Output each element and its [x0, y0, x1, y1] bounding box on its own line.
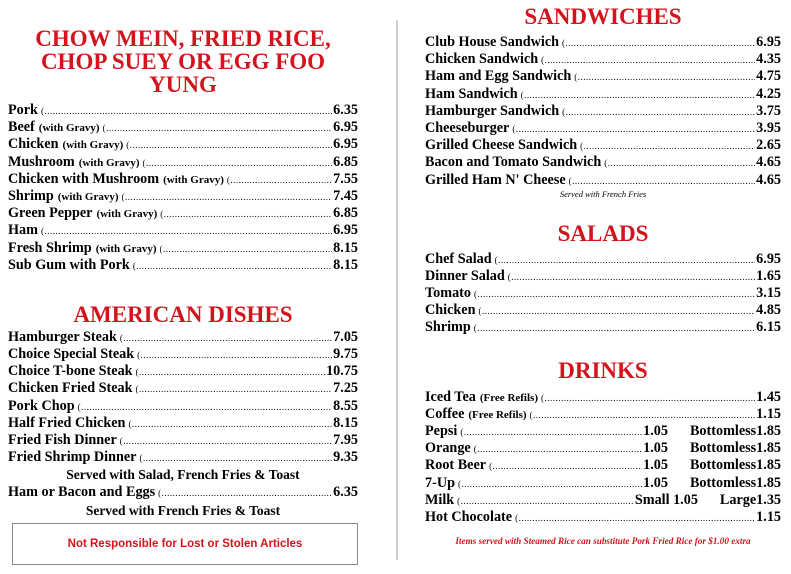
menu-item [8, 484, 358, 501]
item-name: Fried Shrimp Dinner [8, 449, 137, 466]
item-price: 4.65 [756, 154, 781, 171]
menu-item [8, 257, 358, 274]
menu-item [425, 154, 781, 171]
item-name: Green Pepper [8, 205, 93, 222]
leader-dots [562, 104, 755, 121]
item-price: 2.65 [756, 137, 781, 154]
item-note: (Free Refils) [468, 408, 527, 421]
menu-item [425, 302, 781, 319]
leader-dots [569, 173, 756, 190]
rice-substitution-note: Items served with Steamed Rice can substitute Pork Fried Rice for $1.00 extra [455, 536, 751, 546]
eggs-served-note: Served with French Fries & Toast [85, 502, 281, 518]
menu-item [8, 119, 358, 136]
item-name: Chicken [425, 302, 476, 319]
leader-dots [574, 69, 755, 86]
menu-item [8, 449, 358, 466]
american-dishes-list [8, 329, 358, 467]
menu-item [8, 188, 358, 205]
item-price: 3.75 [756, 102, 781, 119]
item-price: 7.55 [333, 170, 358, 187]
item-price: 8.15 [333, 414, 358, 431]
leader-dots [604, 155, 755, 172]
item-price: 6.35 [333, 102, 358, 118]
item-price: Small 1.05 [634, 491, 698, 508]
item-note: (with Gravy) [57, 190, 119, 203]
item-price: 9.35 [333, 449, 358, 466]
item-price: 8.55 [333, 397, 358, 414]
drinks-list [425, 389, 781, 423]
menu-item [8, 329, 358, 346]
menu-item [425, 440, 781, 457]
item-name: Root Beer [425, 457, 487, 474]
leader-dots [136, 364, 326, 381]
leader-dots [541, 390, 755, 407]
item-note: (Free Refils) [479, 391, 538, 404]
item-price: 1.05 [643, 457, 668, 474]
item-price: 4.75 [756, 68, 781, 85]
item-name: Sub Gum with Pork [8, 256, 130, 273]
leader-dots [478, 303, 755, 320]
menu-item [425, 285, 781, 302]
disclaimer-text: Not Responsible for Lost or Stolen Articles [67, 538, 303, 550]
item-name: Tomato [425, 285, 471, 302]
leader-dots [41, 223, 332, 240]
leader-dots [530, 407, 756, 424]
item-size-label: Bottomless [689, 423, 757, 439]
leader-dots [158, 485, 332, 502]
item-name: Shrimp [8, 187, 54, 204]
item-name: Fried Fish Dinner [8, 432, 117, 448]
item-name: Chicken [8, 136, 59, 153]
item-name: Grilled Cheese Sandwich [425, 137, 578, 154]
menu-item [425, 423, 781, 440]
item-price: 8.15 [333, 256, 358, 273]
leader-dots [457, 493, 634, 510]
item-price: 1.65 [756, 267, 781, 284]
menu-item [8, 398, 358, 415]
drinks-heading: DRINKS [558, 357, 648, 383]
item-price: 3.95 [756, 119, 781, 136]
item-price: 4.65 [756, 171, 781, 188]
menu-item [8, 380, 358, 397]
right-column [425, 0, 781, 526]
item-price-large: 1.35 [756, 491, 781, 508]
item-price: 7.45 [333, 187, 358, 204]
leader-dots [541, 52, 755, 69]
item-name: Dinner Salad [425, 267, 505, 284]
leader-dots [160, 206, 332, 223]
item-name: Pork Chop [8, 397, 75, 414]
item-price: 4.85 [756, 302, 781, 319]
item-price: 1.15 [756, 508, 781, 525]
chow-mein-list [8, 102, 358, 274]
leader-dots [580, 138, 755, 155]
leader-dots [120, 433, 332, 450]
menu-item [425, 34, 781, 51]
item-price: 9.75 [333, 346, 358, 363]
menu-item [425, 475, 781, 492]
leader-dots [474, 320, 755, 337]
disclaimer-box [12, 523, 358, 565]
leader-dots [474, 441, 642, 458]
leader-dots [512, 121, 755, 138]
item-name: Hamburger Steak [8, 328, 117, 345]
item-name: Chicken with Mushroom [8, 170, 160, 187]
leader-dots [458, 476, 642, 493]
item-note: (with Gravy) [38, 122, 100, 135]
menu-item [425, 406, 781, 423]
item-size-label: Bottomless [689, 474, 757, 491]
menu-item [425, 172, 781, 189]
menu-item [425, 51, 781, 68]
item-note: (with Gravy) [163, 173, 224, 186]
item-name: Hamburger Sandwich [425, 102, 560, 119]
menu-item [8, 205, 358, 222]
item-price: 6.85 [333, 153, 358, 170]
item-name: Mushroom [8, 153, 75, 170]
leader-dots [562, 35, 755, 52]
leader-dots [120, 330, 332, 347]
item-price: 1.15 [756, 405, 781, 422]
leader-dots [78, 399, 333, 416]
item-price: 6.95 [333, 119, 358, 136]
item-price: 6.35 [333, 484, 358, 501]
leader-dots [143, 155, 333, 172]
item-name: Grilled Ham N' Cheese [425, 171, 566, 188]
menu-item [425, 389, 781, 406]
sandwiches-heading: SANDWICHES [524, 4, 682, 29]
item-name: 7-Up [425, 474, 455, 491]
item-name: Coffee [425, 405, 465, 422]
item-name: Fresh Shrimp [8, 239, 92, 256]
item-price-large: 1.85 [756, 440, 781, 457]
item-note: (with Gravy) [95, 242, 157, 255]
item-price: 1.05 [643, 440, 668, 457]
menu-item [425, 68, 781, 85]
menu-item [8, 136, 358, 153]
item-price: 10.75 [326, 363, 358, 380]
item-size-label: Bottomless [689, 440, 757, 457]
item-name: Bacon and Tomato Sandwich [425, 154, 602, 171]
menu-item [425, 457, 781, 474]
leader-dots [136, 381, 333, 398]
salads-list [425, 251, 781, 337]
leader-dots [508, 269, 755, 286]
item-name: Chef Salad [425, 250, 492, 267]
menu-item [8, 222, 358, 239]
item-name: Orange [425, 440, 471, 457]
menu-item [8, 415, 358, 432]
menu-item [8, 432, 358, 449]
item-price: 4.35 [756, 51, 781, 68]
leader-dots [122, 189, 333, 206]
item-name: Milk [425, 491, 455, 508]
leader-dots [515, 510, 755, 527]
item-name: Iced Tea [425, 388, 476, 405]
item-price-large: 1.85 [756, 457, 781, 474]
item-name: Pork [8, 102, 38, 118]
menu-item [8, 102, 358, 119]
left-column [8, 0, 358, 520]
menu-item [425, 103, 781, 120]
american-served-note: Served with Salad, French Fries & Toast [66, 467, 300, 483]
item-price: 1.45 [756, 388, 781, 405]
sandwiches-list [425, 34, 781, 189]
item-name: Chicken Fried Steak [8, 380, 133, 397]
item-price: 1.05 [643, 474, 668, 491]
leader-dots [495, 252, 756, 269]
menu-item [8, 363, 358, 380]
leader-dots [160, 241, 333, 258]
item-price: 4.25 [756, 85, 781, 102]
item-note: (with Gravy) [78, 156, 140, 169]
item-price: 6.95 [756, 34, 781, 50]
menu-item [8, 346, 358, 363]
menu-item [425, 120, 781, 137]
item-name: Hot Chocolate [425, 508, 513, 525]
item-price: 1.05 [643, 423, 668, 439]
item-price: 7.95 [333, 432, 358, 448]
item-name: Ham Sandwich [425, 85, 518, 102]
item-price: 6.95 [333, 136, 358, 153]
item-price: 7.05 [333, 328, 358, 345]
menu-item [425, 492, 781, 509]
item-name: Club House Sandwich [425, 34, 560, 50]
menu-item [425, 86, 781, 103]
item-name: Choice Special Steak [8, 346, 135, 363]
item-name: Choice T-bone Steak [8, 363, 133, 380]
menu-item [425, 509, 781, 526]
leader-dots [460, 424, 642, 441]
menu-item [425, 137, 781, 154]
menu-item [8, 240, 358, 257]
item-note: (with Gravy) [96, 208, 158, 221]
item-name: Shrimp [425, 319, 471, 336]
item-price-large: 1.85 [756, 474, 781, 491]
item-name: Ham and Egg Sandwich [425, 68, 572, 85]
item-price: 6.85 [333, 205, 358, 222]
leader-dots [139, 450, 332, 467]
menu-item [8, 171, 358, 188]
chow-mein-heading-line2: CHOP SUEY OR EGG FOO YUNG [40, 49, 326, 97]
item-price: 6.15 [756, 319, 781, 336]
menu-item [425, 319, 781, 336]
leader-dots [133, 258, 332, 275]
menu-item [425, 268, 781, 285]
leader-dots [103, 120, 333, 137]
item-name: Half Fried Chicken [8, 414, 126, 431]
item-name: Cheeseburger [425, 119, 510, 136]
item-name: Pepsi [425, 423, 458, 439]
leader-dots [137, 347, 332, 364]
item-size-label: Large [719, 491, 757, 508]
sandwiches-note: Served with French Fries [559, 188, 647, 199]
leader-dots [126, 137, 332, 154]
item-price-large: 1.85 [756, 423, 781, 439]
item-price: 3.15 [756, 285, 781, 302]
chow-mein-heading-line1: CHOW MEIN, FRIED RICE, [35, 26, 331, 51]
american-dishes-heading: AMERICAN DISHES [73, 301, 293, 327]
item-note: (with Gravy) [62, 139, 124, 152]
menu-item [425, 251, 781, 268]
item-size-label: Bottomless [689, 457, 757, 474]
leader-dots [489, 458, 642, 475]
menu-item [8, 154, 358, 171]
salads-heading: SALADS [557, 220, 649, 246]
drinks-dual-list [425, 423, 781, 509]
item-name: Ham [8, 222, 38, 239]
item-price: 6.95 [756, 250, 781, 267]
leader-dots [128, 416, 332, 433]
page-divider [396, 20, 398, 560]
item-price: 8.15 [333, 239, 358, 256]
item-name: Beef [8, 119, 35, 136]
item-price: 7.25 [333, 380, 358, 397]
leader-dots [521, 87, 756, 104]
item-name: Ham or Bacon and Eggs [8, 484, 156, 501]
leader-dots [474, 286, 755, 303]
leader-dots [41, 103, 332, 120]
item-price: 6.95 [333, 222, 358, 239]
leader-dots [227, 172, 332, 189]
item-name: Chicken Sandwich [425, 51, 539, 68]
